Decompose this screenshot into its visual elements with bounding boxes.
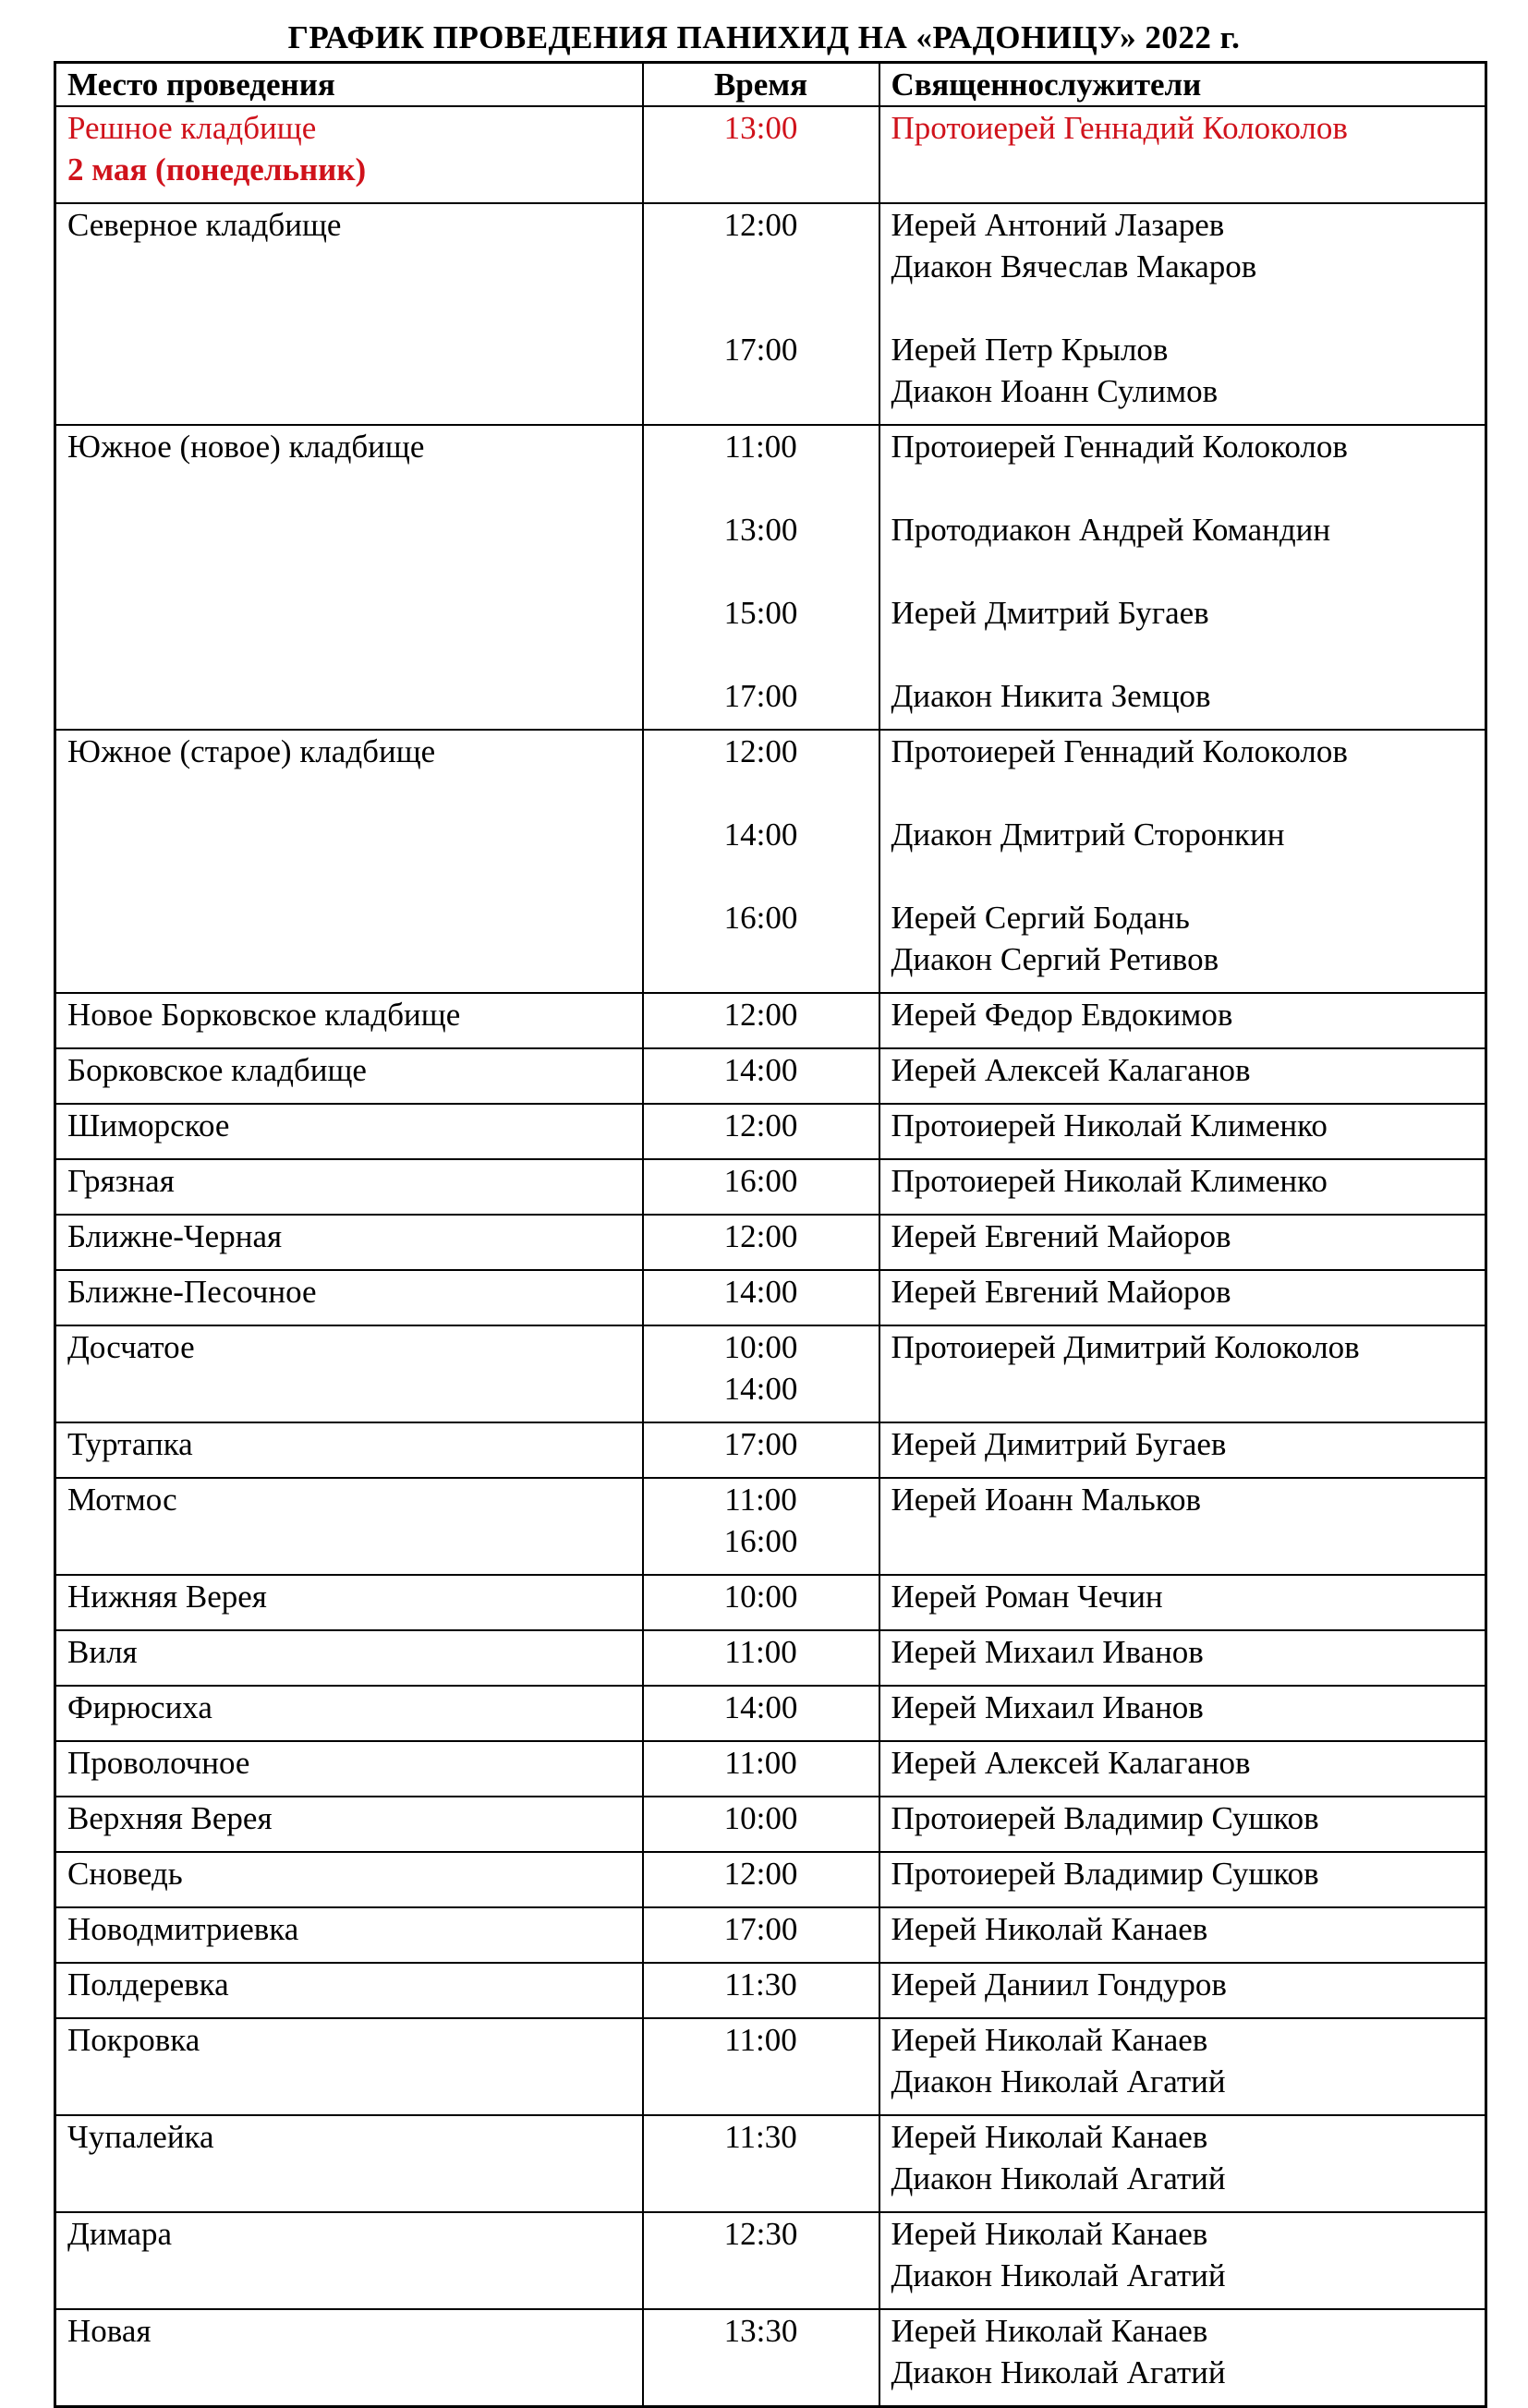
table-row [55, 2115, 1486, 2212]
time-line: 11:00 [724, 429, 797, 465]
clergy-line: Иерей Петр Крылов [891, 332, 1169, 368]
place-cell [55, 2212, 643, 2309]
time-cell [643, 1325, 879, 1422]
clergy-line: Протоиерей Владимир Сушков [891, 1800, 1319, 1836]
clergy-cell [879, 1575, 1486, 1630]
place-cell [55, 1741, 643, 1797]
clergy-cell [879, 1907, 1486, 1963]
clergy-line: Протоиерей Геннадий Колоколов [891, 733, 1348, 769]
clergy-line: Диакон Иоанн Сулимов [891, 373, 1219, 409]
clergy-cell [879, 993, 1486, 1048]
table-row [55, 1630, 1486, 1686]
time-line: 14:00 [723, 1274, 798, 1310]
clergy-cell [879, 1159, 1486, 1215]
time-cell [643, 2212, 879, 2309]
time-cell [643, 993, 879, 1048]
place-line: Полдеревка [67, 1966, 229, 2003]
place-cell [55, 1159, 643, 1215]
time-cell [643, 1215, 879, 1270]
table-row [55, 730, 1486, 993]
table-row [55, 106, 1486, 203]
clergy-cell [879, 2018, 1486, 2115]
clergy-line: Протоиерей Николай Клименко [891, 1107, 1328, 1143]
clergy-line: Иерей Николай Канаев [891, 2119, 1208, 2155]
table-row [55, 1797, 1486, 1852]
time-cell [643, 1575, 879, 1630]
place-cell [55, 1478, 643, 1575]
time-cell [643, 425, 879, 730]
time-line: 17:00 [723, 332, 798, 368]
time-cell [643, 1907, 879, 1963]
clergy-line: Иерей Роман Чечин [891, 1579, 1163, 1615]
time-line: 12:00 [723, 1218, 798, 1254]
place-cell [55, 1852, 643, 1907]
clergy-line: Диакон Николай Агатий [891, 2257, 1226, 2293]
time-line: 16:00 [723, 1523, 798, 1559]
table-row [55, 1270, 1486, 1325]
time-line: 14:00 [723, 1371, 798, 1407]
time-line [655, 772, 867, 814]
time-line: 11:00 [724, 1745, 797, 1781]
time-cell [643, 1478, 879, 1575]
time-cell [643, 1270, 879, 1325]
time-cell [643, 1797, 879, 1852]
place-line: Верхняя Верея [67, 1800, 273, 1836]
clergy-line: Диакон Николай Агатий [891, 2063, 1226, 2099]
place-line: Фирюсиха [67, 1689, 212, 1725]
clergy-line: Иерей Николай Канаев [891, 2216, 1208, 2252]
place-line: Грязная [67, 1163, 175, 1199]
place-cell [55, 1575, 643, 1630]
place-cell [55, 1422, 643, 1478]
place-cell [55, 1630, 643, 1686]
place-cell [55, 2018, 643, 2115]
clergy-cell [879, 203, 1486, 425]
schedule-table [54, 61, 1487, 2408]
clergy-line [891, 634, 1474, 675]
page-title: ГРАФИК ПРОВЕДЕНИЯ ПАНИХИД НА «РАДОНИЦУ» 2022 г. [287, 19, 1241, 55]
place-line: Покровка [67, 2022, 200, 2058]
place-line: Виля [67, 1634, 138, 1670]
clergy-line: Иерей Евгений Майоров [891, 1274, 1231, 1310]
time-line: 14:00 [723, 1689, 798, 1725]
table-header [55, 63, 1486, 107]
time-cell [643, 1048, 879, 1104]
clergy-line: Диакон Никита Земцов [891, 678, 1211, 714]
time-cell [643, 1630, 879, 1686]
time-line: 12:00 [723, 1107, 798, 1143]
clergy-cell [879, 1048, 1486, 1104]
clergy-line: Иерей Николай Канаев [891, 1911, 1208, 1947]
table-row [55, 1215, 1486, 1270]
header-time: Время [643, 63, 879, 107]
clergy-cell [879, 2309, 1486, 2406]
clergy-cell [879, 1741, 1486, 1797]
time-cell [643, 1852, 879, 1907]
clergy-cell [879, 425, 1486, 730]
time-line: 14:00 [723, 1052, 798, 1088]
time-cell [643, 203, 879, 425]
time-cell [643, 2018, 879, 2115]
clergy-line: Диакон Вячеслав Макаров [891, 248, 1257, 284]
clergy-cell [879, 1797, 1486, 1852]
place-line: Проволочное [67, 1745, 250, 1781]
header-place: Место проведения [55, 63, 643, 107]
clergy-line: Иерей Алексей Калаганов [891, 1745, 1251, 1781]
clergy-cell [879, 2115, 1486, 2212]
table-row [55, 1741, 1486, 1797]
time-line: 11:00 [724, 1634, 797, 1670]
clergy-cell [879, 1325, 1486, 1422]
time-line: 10:00 [723, 1579, 798, 1615]
clergy-cell [879, 1686, 1486, 1741]
header-clergy: Священнослужители [879, 63, 1486, 107]
place-line: Ближне-Черная [67, 1218, 283, 1254]
clergy-line [891, 551, 1474, 592]
place-line: Южное (новое) кладбище [67, 429, 425, 465]
table-row [55, 1686, 1486, 1741]
clergy-line: Диакон Николай Агатий [891, 2354, 1226, 2390]
place-cell [55, 993, 643, 1048]
clergy-line: Иерей Николай Канаев [891, 2022, 1208, 2058]
table-row [55, 2212, 1486, 2309]
table-row [55, 1325, 1486, 1422]
time-line: 10:00 [723, 1329, 798, 1365]
time-line: 12:00 [723, 207, 798, 243]
time-cell [643, 1741, 879, 1797]
place-line: Ближне-Песочное [67, 1274, 317, 1310]
place-cell [55, 2309, 643, 2406]
place-cell [55, 425, 643, 730]
clergy-line: Иерей Сергий Бодань [891, 900, 1190, 936]
place-cell [55, 106, 643, 203]
place-line: Северное кладбище [67, 207, 342, 243]
clergy-line: Иерей Дмитрий Бугаев [891, 595, 1209, 631]
place-line: Новодмитриевка [67, 1911, 299, 1947]
time-cell [643, 106, 879, 203]
clergy-cell [879, 2212, 1486, 2309]
time-line [655, 467, 867, 509]
clergy-line [891, 855, 1474, 897]
place-cell [55, 1325, 643, 1422]
place-line: Туртапка [67, 1426, 193, 1462]
clergy-line: Иерей Михаил Иванов [891, 1689, 1204, 1725]
time-line [655, 855, 867, 897]
time-line: 17:00 [723, 678, 798, 714]
time-line: 13:00 [723, 512, 798, 548]
place-cell [55, 730, 643, 993]
place-cell [55, 1907, 643, 1963]
header-row [55, 63, 1486, 107]
clergy-line: Протоиерей Геннадий Колоколов [891, 110, 1348, 146]
place-cell [55, 1963, 643, 2018]
clergy-cell [879, 1270, 1486, 1325]
table-body [55, 106, 1486, 2406]
clergy-cell [879, 106, 1486, 203]
place-cell [55, 2115, 643, 2212]
time-line: 12:00 [723, 997, 798, 1033]
time-line [655, 246, 867, 287]
clergy-cell [879, 1422, 1486, 1478]
place-line: Решное кладбище [67, 110, 317, 146]
place-line: Южное (старое) кладбище [67, 733, 436, 769]
clergy-cell [879, 1630, 1486, 1686]
table-row [55, 1104, 1486, 1159]
time-line: 17:00 [723, 1426, 798, 1462]
table-row [55, 1907, 1486, 1963]
clergy-line: Иерей Михаил Иванов [891, 1634, 1204, 1670]
clergy-line: Протодиакон Андрей Командин [891, 512, 1331, 548]
clergy-cell [879, 1478, 1486, 1575]
table-row [55, 203, 1486, 425]
time-line [655, 287, 867, 329]
table-row [55, 1963, 1486, 2018]
table-row [55, 993, 1486, 1048]
place-cell [55, 203, 643, 425]
clergy-line: Протоиерей Николай Клименко [891, 1163, 1328, 1199]
table-row [55, 1048, 1486, 1104]
clergy-cell [879, 730, 1486, 993]
clergy-line: Иерей Евгений Майоров [891, 1218, 1231, 1254]
time-line: 13:00 [723, 110, 798, 146]
place-line: Мотмос [67, 1482, 177, 1518]
place-line: Димара [67, 2216, 173, 2252]
time-cell [643, 1159, 879, 1215]
place-cell [55, 1797, 643, 1852]
clergy-line: Диакон Сергий Ретивов [891, 941, 1219, 977]
table-row [55, 425, 1486, 730]
clergy-line: Диакон Николай Агатий [891, 2160, 1226, 2196]
time-line: 11:30 [724, 1966, 797, 2003]
time-cell [643, 2309, 879, 2406]
time-cell [643, 2115, 879, 2212]
time-line: 15:00 [723, 595, 798, 631]
clergy-cell [879, 1215, 1486, 1270]
clergy-line [891, 772, 1474, 814]
time-line: 12:30 [723, 2216, 798, 2252]
time-line: 11:30 [724, 2119, 797, 2155]
time-line: 11:00 [724, 1482, 797, 1518]
table-row [55, 1852, 1486, 1907]
place-cell [55, 1686, 643, 1741]
clergy-line [891, 287, 1474, 329]
time-line: 17:00 [723, 1911, 798, 1947]
time-line: 12:00 [723, 733, 798, 769]
table-row [55, 1575, 1486, 1630]
time-cell [643, 1422, 879, 1478]
place-line: Новое Борковское кладбище [67, 997, 461, 1033]
time-cell [643, 1104, 879, 1159]
clergy-line: Протоиерей Геннадий Колоколов [891, 429, 1348, 465]
time-line: 16:00 [723, 1163, 798, 1199]
time-line: 13:30 [723, 2313, 798, 2349]
place-line: Нижняя Верея [67, 1579, 267, 1615]
time-line [655, 634, 867, 675]
time-line: 16:00 [723, 900, 798, 936]
place-line: Новая [67, 2313, 152, 2349]
time-line: 14:00 [723, 817, 798, 853]
clergy-line: Диакон Дмитрий Сторонкин [891, 817, 1285, 853]
table-row [55, 1159, 1486, 1215]
clergy-line: Иерей Алексей Калаганов [891, 1052, 1251, 1088]
place-cell [55, 1104, 643, 1159]
place-cell [55, 1048, 643, 1104]
place-cell [55, 1215, 643, 1270]
time-line: 12:00 [723, 1856, 798, 1892]
clergy-line: Иерей Антоний Лазарев [891, 207, 1225, 243]
clergy-line: Протоиерей Димитрий Колоколов [891, 1329, 1360, 1365]
clergy-line: Иерей Иоанн Мальков [891, 1482, 1201, 1518]
place-line: Сноведь [67, 1856, 183, 1892]
place-line: Борковское кладбище [67, 1052, 367, 1088]
time-cell [643, 1963, 879, 2018]
clergy-line: Иерей Даниил Гондуров [891, 1966, 1227, 2003]
time-line: 11:00 [724, 2022, 797, 2058]
place-line: Шиморское [67, 1107, 230, 1143]
table-row [55, 2018, 1486, 2115]
clergy-line: Протоиерей Владимир Сушков [891, 1856, 1319, 1892]
clergy-cell [879, 1963, 1486, 2018]
time-line: 10:00 [723, 1800, 798, 1836]
table-row [55, 1422, 1486, 1478]
place-line: Досчатое [67, 1329, 195, 1365]
clergy-line: Иерей Николай Канаев [891, 2313, 1208, 2349]
clergy-line: Иерей Федор Евдокимов [891, 997, 1233, 1033]
time-cell [643, 1686, 879, 1741]
time-cell [643, 730, 879, 993]
place-cell [55, 1270, 643, 1325]
clergy-line: Иерей Димитрий Бугаев [891, 1426, 1227, 1462]
table-row [55, 2309, 1486, 2406]
place-line: Чупалейка [67, 2119, 214, 2155]
clergy-cell [879, 1104, 1486, 1159]
place-line: 2 мая (понедельник) [67, 151, 367, 188]
time-line [655, 551, 867, 592]
clergy-cell [879, 1852, 1486, 1907]
table-row [55, 1478, 1486, 1575]
clergy-line [891, 467, 1474, 509]
